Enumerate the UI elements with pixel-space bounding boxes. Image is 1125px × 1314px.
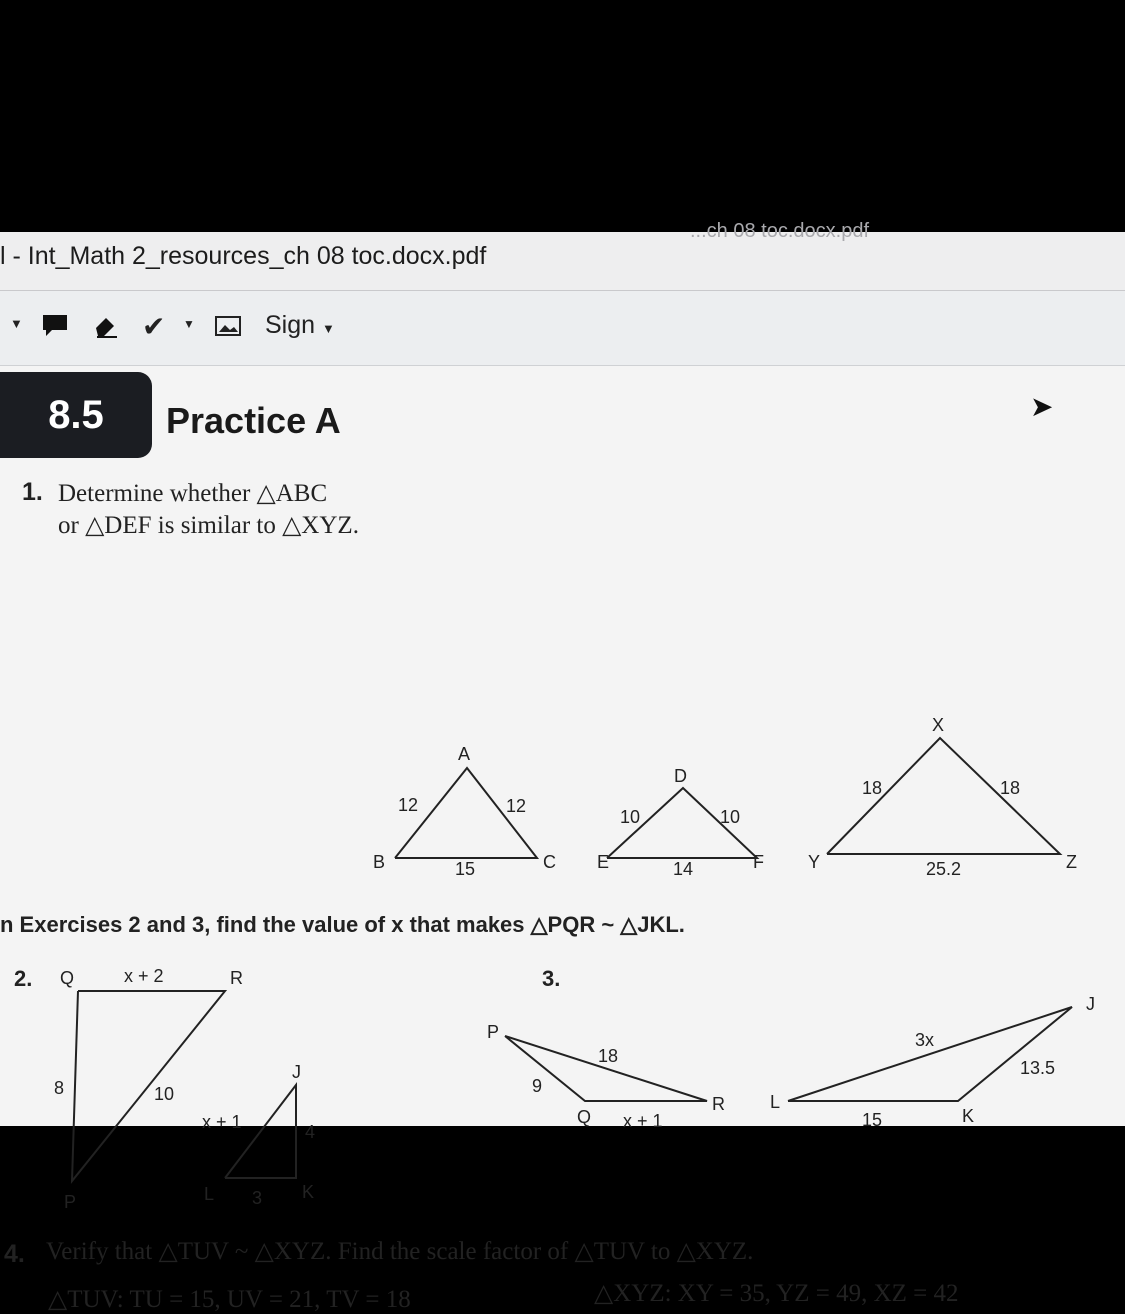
- vertex-f: F: [753, 852, 764, 872]
- q2-vertex-l: L: [204, 1184, 215, 1204]
- pdf-viewer-window: [0, 220, 1125, 1313]
- vertex-b: B: [373, 852, 386, 872]
- triangle-pqr-q2: [72, 991, 225, 1181]
- side-de: 10: [620, 807, 641, 827]
- q4-xyz-sides: △XYZ: XY = 35, YZ = 49, XZ = 42: [594, 1280, 959, 1307]
- q2-side-qp: 8: [54, 1078, 65, 1098]
- mouse-cursor-icon: ➤: [1030, 391, 1054, 422]
- q2-vertex-p: P: [64, 1192, 77, 1212]
- figures: [0, 366, 1125, 1126]
- q3-side-jk: 13.5: [1020, 1058, 1056, 1078]
- q2-side-lk: 3: [252, 1188, 263, 1208]
- image-icon[interactable]: [214, 315, 242, 342]
- q3-side-pq: 9: [532, 1076, 543, 1096]
- q3-vertex-k: K: [962, 1106, 975, 1126]
- vertex-d: D: [674, 766, 687, 786]
- q2-vertex-r: R: [230, 968, 243, 988]
- side-yz: 25.2: [926, 859, 962, 879]
- q4-tuv-sides: △TUV: TU = 15, UV = 21, TV = 18: [48, 1286, 411, 1313]
- q2-side-qr: x + 2: [124, 966, 164, 986]
- q2-vertex-q: Q: [60, 968, 75, 988]
- vertex-y: Y: [808, 852, 821, 872]
- q3-vertex-j: J: [1086, 994, 1095, 1014]
- q4-number: 4.: [4, 1240, 25, 1268]
- q4-text: Verify that △TUV ~ △XYZ. Find the scale factor of △TUV to △XYZ.: [46, 1238, 754, 1265]
- q1-line1: Determine whether △ABC: [58, 480, 328, 507]
- side-bc: 15: [455, 859, 476, 879]
- side-ac: 12: [506, 796, 527, 816]
- q3-side-lk: 15: [862, 1110, 883, 1130]
- q2-side-pr: 10: [154, 1084, 175, 1104]
- exercise-instructions: n Exercises 2 and 3, find the value of x that makes △PQR ~ △JKL.: [0, 912, 685, 937]
- toolbar: [0, 291, 1125, 366]
- dropdown-arrow-icon[interactable]: ▼: [10, 316, 23, 331]
- q3-number: 3.: [542, 966, 561, 991]
- q1-line2: or △DEF is similar to △XYZ.: [58, 512, 359, 539]
- side-xz: 18: [1000, 778, 1021, 798]
- window-title: l - Int_Math 2_resources_ch 08 toc.docx.pdf: [0, 242, 487, 270]
- section-title: Practice A: [166, 400, 341, 441]
- q1-number: 1.: [22, 478, 43, 506]
- vertex-x: X: [932, 715, 945, 735]
- q3-side-pr: 18: [598, 1046, 619, 1066]
- side-ef: 14: [673, 859, 694, 879]
- q3-vertex-l: L: [770, 1092, 781, 1112]
- vertex-c: C: [543, 852, 556, 872]
- q3-vertex-q: Q: [577, 1107, 592, 1127]
- q2-vertex-k: K: [302, 1182, 315, 1202]
- q3-side-qr: x + 1: [623, 1111, 663, 1131]
- triangle-jkl-q3: [788, 1007, 1072, 1101]
- side-ab: 12: [398, 795, 419, 815]
- vertex-z: Z: [1066, 852, 1077, 872]
- checkmark-icon[interactable]: ✔: [142, 311, 166, 342]
- chevron-down-icon: ▼: [322, 321, 335, 336]
- q2-number: 2.: [14, 966, 33, 991]
- section-number-badge: 8.5: [0, 372, 152, 458]
- faded-tab-title: ...ch 08 toc.docx.pdf: [690, 220, 869, 242]
- q3-vertex-p: P: [487, 1022, 500, 1042]
- title-bar: [0, 220, 1125, 291]
- q2-side-jk: 4: [305, 1122, 316, 1142]
- q2-vertex-j: J: [292, 1062, 301, 1082]
- comment-icon[interactable]: [40, 313, 70, 344]
- q3-vertex-r: R: [712, 1094, 725, 1114]
- vertex-e: E: [597, 852, 610, 872]
- highlight-icon[interactable]: [92, 313, 122, 344]
- document-page: [0, 366, 1125, 1313]
- sign-button[interactable]: Sign ▼: [265, 311, 335, 339]
- side-xy: 18: [862, 778, 883, 798]
- dropdown-arrow-icon[interactable]: ▼: [183, 317, 195, 331]
- vertex-a: A: [458, 744, 471, 764]
- side-df: 10: [720, 807, 741, 827]
- q3-side-lj: 3x: [915, 1030, 935, 1050]
- q2-side-lj: x + 1: [202, 1112, 242, 1132]
